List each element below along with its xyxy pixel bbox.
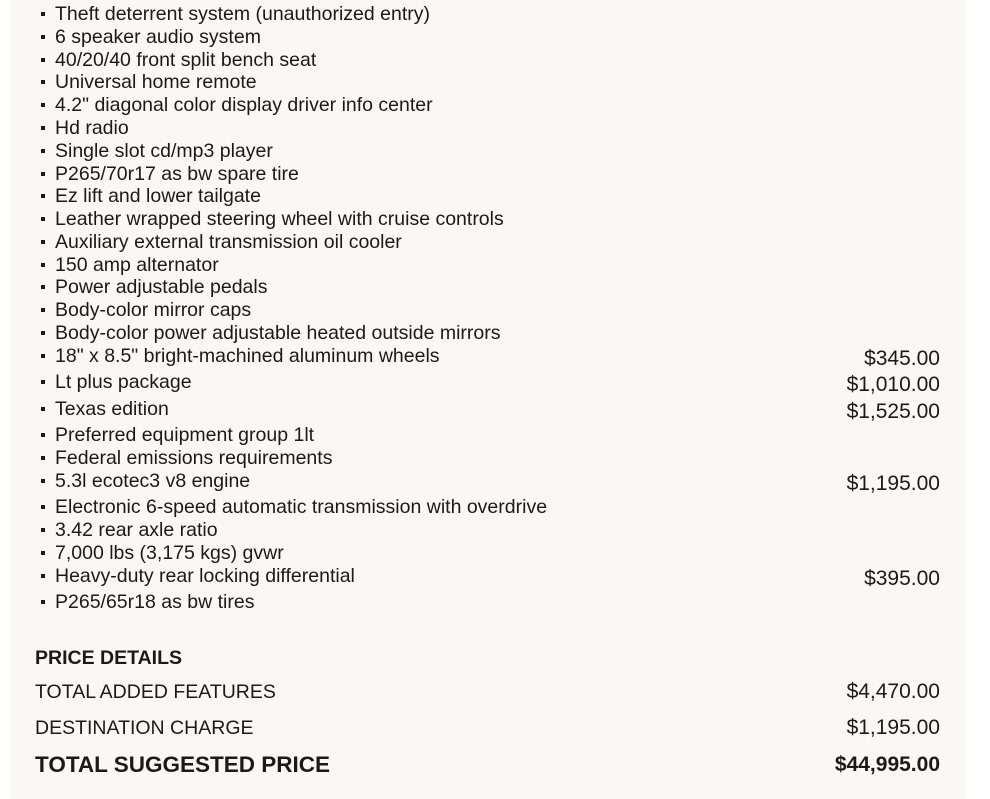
feature-row bbox=[10, 322, 966, 345]
total-added-features-row bbox=[35, 679, 940, 705]
feature-row bbox=[10, 371, 966, 394]
feature-label: Lt plus package bbox=[55, 371, 192, 393]
feature-row bbox=[10, 117, 966, 140]
feature-label: P265/65r18 as bw tires bbox=[55, 591, 255, 613]
total-added-features-value: $4,470.00 bbox=[846, 680, 940, 703]
feature-label: 18" x 8.5" bright-machined aluminum wheels bbox=[55, 345, 440, 367]
feature-label: Heavy-duty rear locking differential bbox=[55, 565, 355, 587]
feature-row bbox=[10, 299, 966, 322]
feature-row bbox=[10, 49, 966, 72]
bullet-icon bbox=[41, 308, 45, 312]
feature-label: Preferred equipment group 1lt bbox=[55, 424, 315, 446]
feature-row bbox=[10, 208, 966, 231]
feature-row bbox=[10, 276, 966, 299]
bullet-icon bbox=[41, 433, 45, 437]
feature-row bbox=[10, 254, 966, 277]
feature-label: P265/70r17 as bw spare tire bbox=[55, 163, 299, 185]
bullet-icon bbox=[41, 331, 45, 335]
vehicle-details-panel bbox=[10, 0, 966, 799]
feature-label: Theft deterrent system (unauthorized entry) bbox=[55, 3, 431, 25]
feature-row bbox=[10, 470, 966, 493]
feature-row bbox=[10, 231, 966, 254]
feature-row bbox=[10, 71, 966, 94]
feature-row bbox=[10, 3, 966, 26]
feature-row bbox=[10, 496, 966, 519]
feature-label: Body-color power adjustable heated outside mirrors bbox=[55, 322, 501, 344]
feature-row bbox=[10, 398, 966, 421]
bullet-icon bbox=[41, 528, 45, 532]
feature-row bbox=[10, 542, 966, 565]
feature-label: Ez lift and lower tailgate bbox=[55, 185, 261, 207]
bullet-icon bbox=[41, 407, 45, 411]
bullet-icon bbox=[41, 103, 45, 107]
feature-label: Body-color mirror caps bbox=[55, 299, 252, 321]
feature-row bbox=[10, 26, 966, 49]
feature-label: 6 speaker audio system bbox=[55, 26, 261, 48]
feature-label: Leather wrapped steering wheel with cruise controls bbox=[55, 208, 504, 230]
feature-row bbox=[10, 345, 966, 368]
bullet-icon bbox=[41, 354, 45, 358]
bullet-icon bbox=[41, 479, 45, 483]
feature-row bbox=[10, 565, 966, 588]
bullet-icon bbox=[41, 194, 45, 198]
bullet-icon bbox=[41, 12, 45, 16]
feature-label: Federal emissions requirements bbox=[55, 447, 333, 469]
feature-price: $1,525.00 bbox=[846, 400, 940, 423]
feature-row bbox=[10, 519, 966, 542]
bullet-icon bbox=[41, 149, 45, 153]
feature-row bbox=[10, 140, 966, 163]
bullet-icon bbox=[41, 456, 45, 460]
destination-charge-label: DESTINATION CHARGE bbox=[35, 717, 254, 739]
total-suggested-price-row bbox=[35, 752, 940, 778]
destination-charge-value: $1,195.00 bbox=[846, 716, 940, 739]
feature-row bbox=[10, 94, 966, 117]
total-added-features-label: TOTAL ADDED FEATURES bbox=[35, 681, 276, 703]
feature-label: Power adjustable pedals bbox=[55, 276, 268, 298]
bullet-icon bbox=[41, 80, 45, 84]
feature-row bbox=[10, 447, 966, 470]
feature-label: 3.42 rear axle ratio bbox=[55, 519, 218, 541]
feature-price: $395.00 bbox=[864, 567, 940, 590]
feature-label: Universal home remote bbox=[55, 71, 257, 93]
bullet-icon bbox=[41, 574, 45, 578]
feature-label: 4.2" diagonal color display driver info center bbox=[55, 94, 433, 116]
bullet-icon bbox=[41, 551, 45, 555]
feature-label: 5.3l ecotec3 v8 engine bbox=[55, 470, 251, 492]
feature-price: $1,010.00 bbox=[846, 373, 940, 396]
bullet-icon bbox=[41, 505, 45, 509]
price-details-heading: PRICE DETAILS bbox=[35, 647, 182, 669]
feature-row bbox=[10, 424, 966, 447]
feature-label: Auxiliary external transmission oil cooler bbox=[55, 231, 402, 253]
feature-label: Electronic 6-speed automatic transmission with overdrive bbox=[55, 496, 548, 518]
total-suggested-price-value: $44,995.00 bbox=[834, 753, 940, 776]
feature-label: 40/20/40 front split bench seat bbox=[55, 49, 317, 71]
feature-row bbox=[10, 185, 966, 208]
feature-label: Texas edition bbox=[55, 398, 169, 420]
feature-label: 7,000 lbs (3,175 kgs) gvwr bbox=[55, 542, 284, 564]
bullet-icon bbox=[41, 240, 45, 244]
feature-row bbox=[10, 163, 966, 186]
bullet-icon bbox=[41, 217, 45, 221]
bullet-icon bbox=[41, 600, 45, 604]
feature-label: Hd radio bbox=[55, 117, 129, 139]
bullet-icon bbox=[41, 35, 45, 39]
feature-label: 150 amp alternator bbox=[55, 254, 219, 276]
destination-charge-row bbox=[35, 715, 940, 741]
bullet-icon bbox=[41, 172, 45, 176]
feature-row bbox=[10, 591, 966, 614]
feature-label: Single slot cd/mp3 player bbox=[55, 140, 273, 162]
bullet-icon bbox=[41, 263, 45, 267]
bullet-icon bbox=[41, 285, 45, 289]
bullet-icon bbox=[41, 58, 45, 62]
feature-price: $345.00 bbox=[864, 347, 940, 370]
bullet-icon bbox=[41, 126, 45, 130]
feature-price: $1,195.00 bbox=[846, 472, 940, 495]
bullet-icon bbox=[41, 380, 45, 384]
total-suggested-price-label: TOTAL SUGGESTED PRICE bbox=[35, 752, 331, 777]
